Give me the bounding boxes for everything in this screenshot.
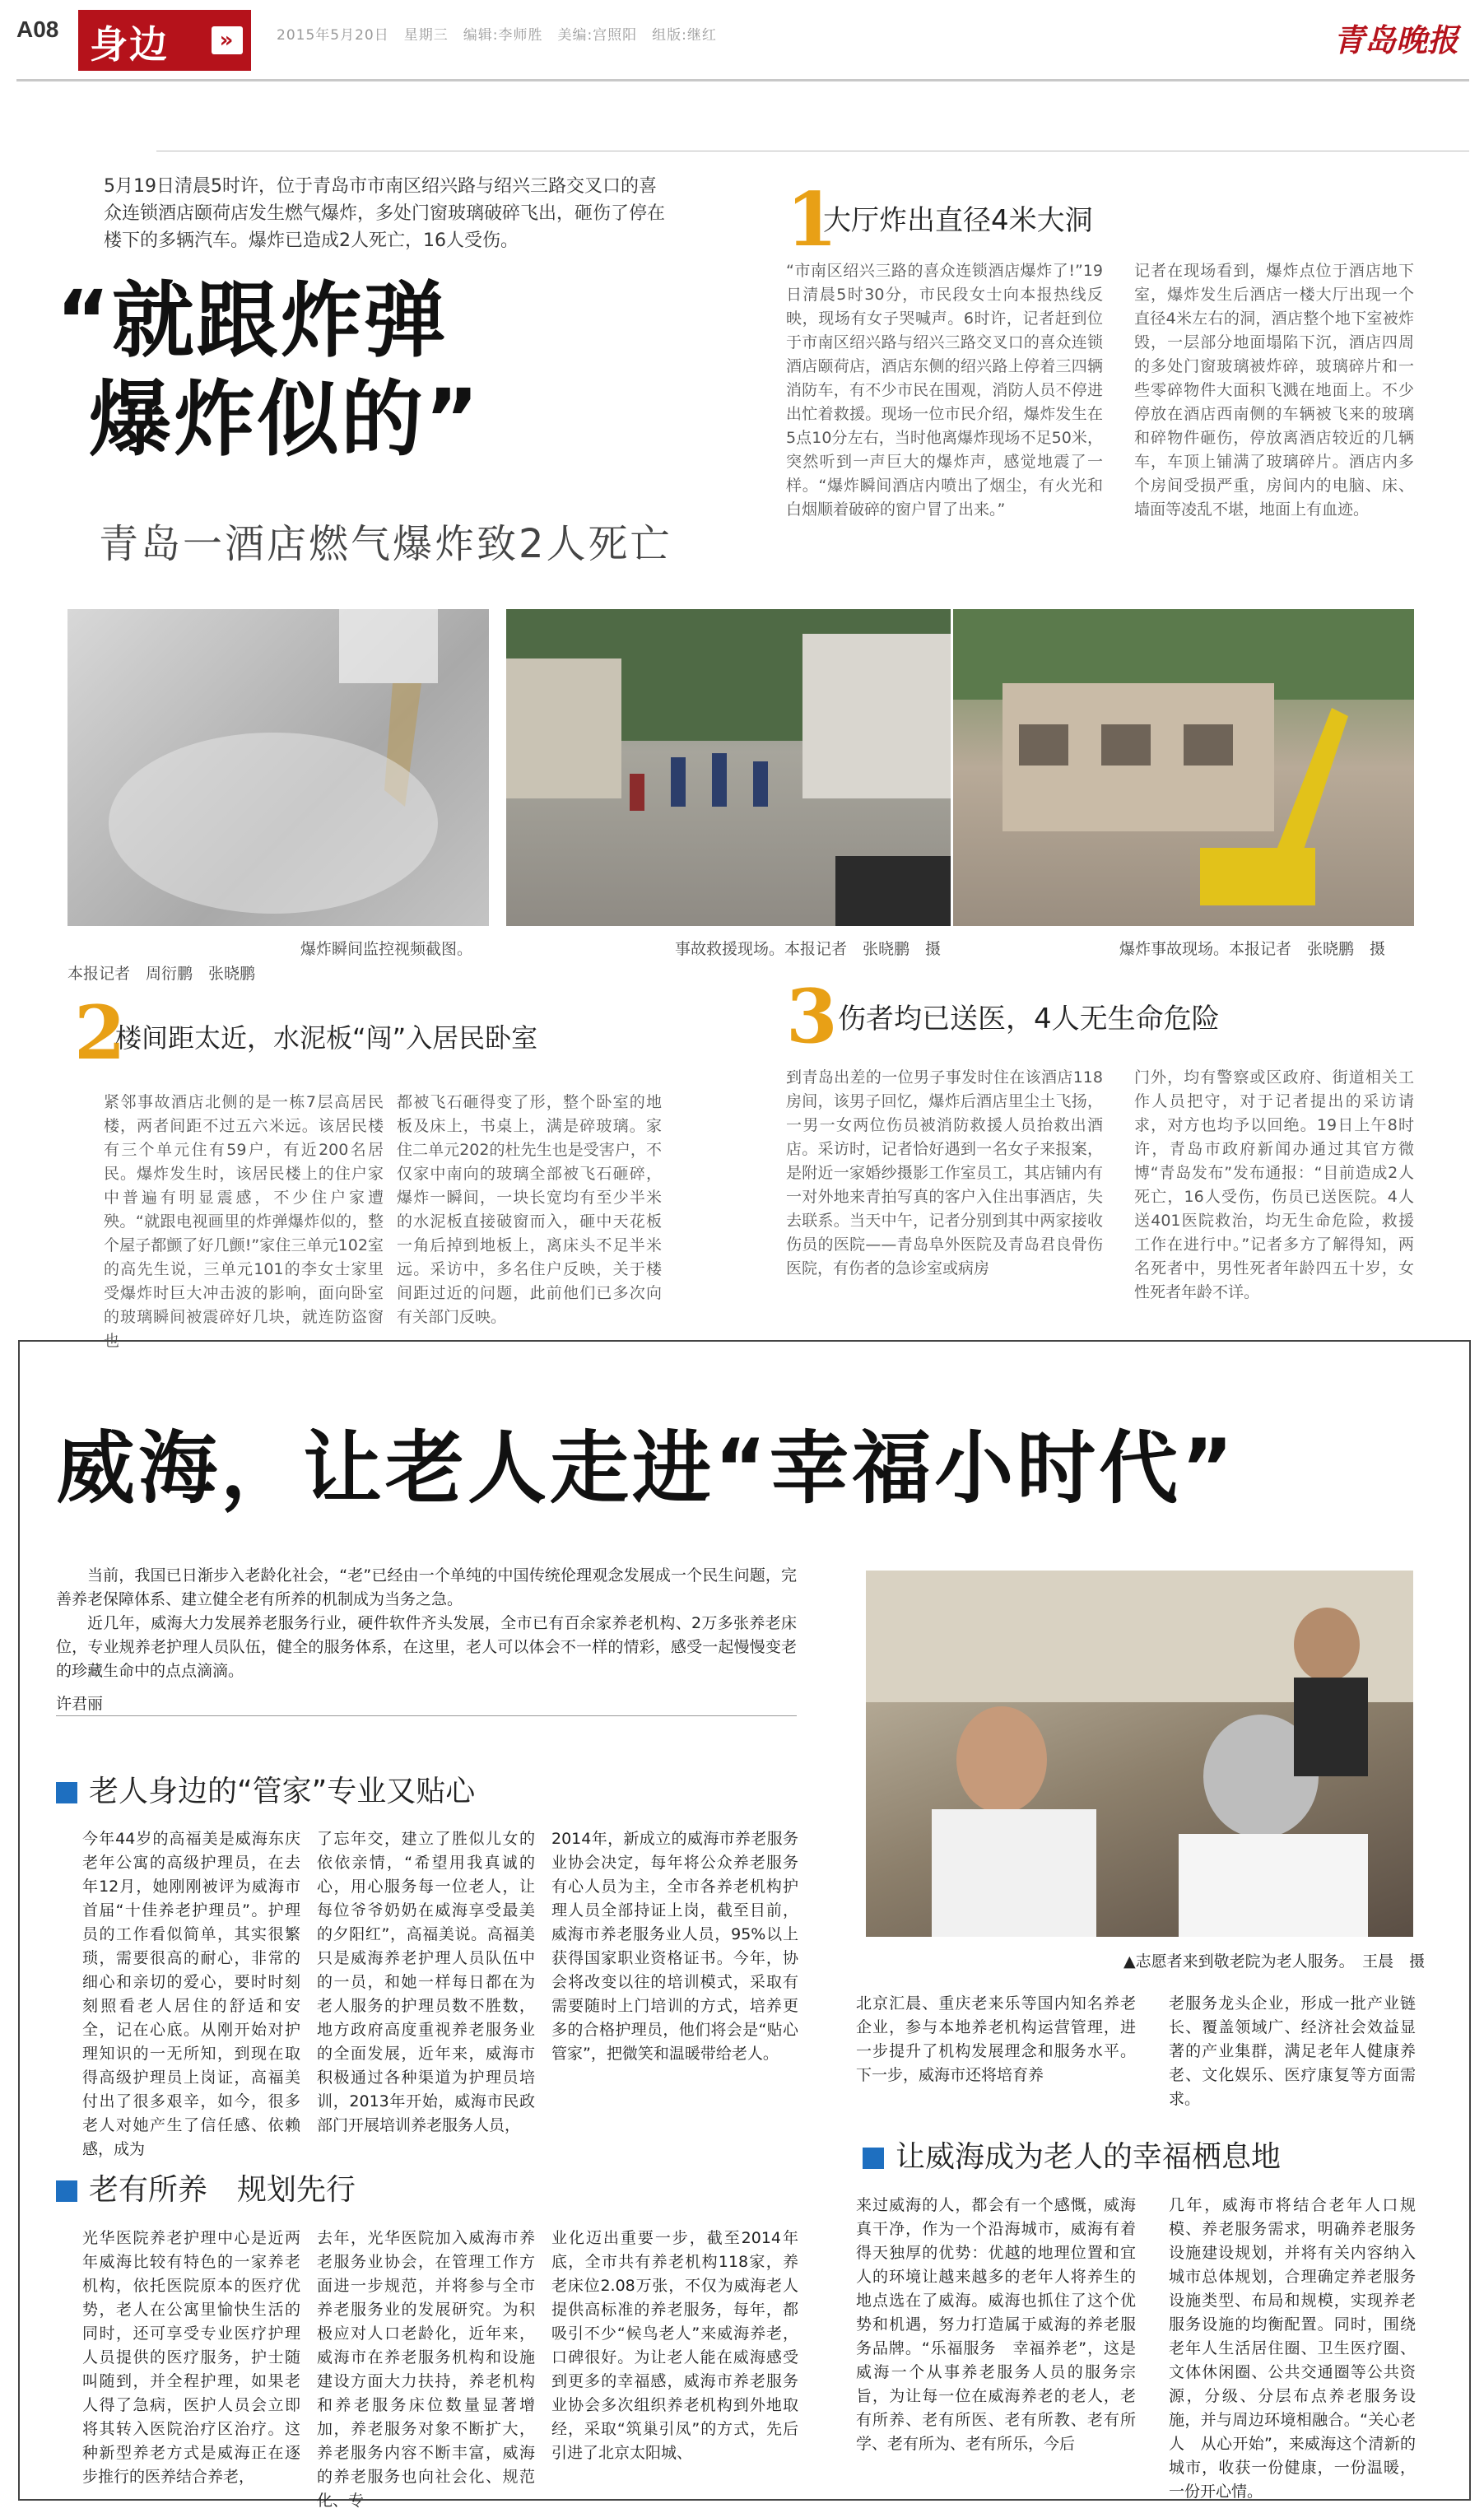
page-number: A08 bbox=[16, 16, 59, 42]
article2-mid-column-a: 北京汇晨、重庆老来乐等国内知名养老企业，参与本地养老机构运营管理，进一步提升了机构发展理念和服务水平。下一步，威海市还将培育养 bbox=[856, 1994, 1136, 2084]
article1-title bbox=[56, 272, 481, 469]
article1-subtitle: 青岛一酒店燃气爆炸致2人死亡 bbox=[99, 521, 672, 567]
photo1-caption: 爆炸瞬间监控视频截图。 bbox=[300, 940, 473, 958]
newspaper-logo: 青岛晚报 bbox=[1333, 21, 1459, 58]
section-label: 身边 bbox=[90, 22, 169, 67]
chevron-right-icon: » bbox=[212, 26, 243, 54]
section2-title: 楼间距太近，水泥板“闯”入居民卧室 bbox=[115, 1022, 538, 1054]
section3-title: 伤者均已送医，4人无生命危险 bbox=[838, 1003, 1220, 1035]
blue-square-bullet-icon bbox=[56, 2180, 77, 2202]
article2-author: 许君丽 bbox=[56, 1695, 104, 1713]
header-divider bbox=[16, 79, 1469, 81]
article2-sub2-heading bbox=[56, 2166, 356, 2208]
volunteer-haircut-photo bbox=[866, 1571, 1413, 1937]
section3-column-b: 门外，均有警察或区政府、街道相关工作人员把守，对于记者提出的采访请求，对方也均予以回绝。19日上午8时许，青岛市政府新闻办通过其官方微博“青岛发布”发布通报：“目前造成2人死亡，16人受伤，伤员已送医院。4人送401医院救治，均无生命危险，救援工作在进行中。”记者多方了解得知，两名死者中，男性死者年龄四五十岁，女性死者年龄不详。 bbox=[1134, 1068, 1414, 1301]
section-tag bbox=[78, 10, 251, 71]
article2-headline: 威海，让老人走进“幸福小时代” bbox=[56, 1422, 1237, 1515]
explosion-scene-graphic bbox=[953, 609, 1414, 926]
rescue-scene-graphic bbox=[506, 609, 951, 926]
article2-intro-rule bbox=[56, 1715, 797, 1716]
section2-column-a: 紧邻事故酒店北侧的是一栋7层高居民楼，两者间距不过五六米远。该居民楼有三个单元住有59户，有近200名居民。爆炸发生时，该居民楼上的住户家中普遍有明显震感，不少住户家遭殃。“就跟电视画里的炸弹爆炸似的，整个屋子都颤了好几颤!”家住三单元102室的高先生说，三单元101的李女士家里受爆炸时巨大冲击波的影响，面向卧室的玻璃瞬间被震碎好几块，就连防盗窗也 bbox=[104, 1093, 384, 1350]
cctv-frame-graphic bbox=[67, 609, 489, 926]
article2-sub3-column-a: 来过威海的人，都会有一个感慨，威海真干净，作为一个沿海城市，威海有着得天独厚的优势：优越的地理位置和宜人的环境让越来越多的老年人将养生的地点选在了威海。威海也抓住了这个优势和机遇，努力打造属于威海的养老服务品牌。“乐福服务 幸福养老”，这是威海一个从事养老服务人员的服务宗旨，为让每一位在威海养老的老人，老有所养、老有所医、老有所教、老有所学、老有所为、老有所乐，今后 bbox=[856, 2196, 1136, 2453]
volunteer-scene-graphic bbox=[866, 1571, 1413, 1937]
article2-sub3-heading bbox=[863, 2134, 1281, 2176]
article2-sub3-title: 让威海成为老人的幸福栖息地 bbox=[896, 2140, 1282, 2174]
article2-sub3-column-b: 几年，威海市将结合老年人口规模、养老服务需求，明确养老服务设施建设规划，并将有关内容纳入城市总体规划，合理确定养老服务设施类型、布局和规模，实现养老服务设施的均衡配置。同时，围绕老年人生活居住圈、卫生医疗圈、文体休闲圈、公共交通圈等公共资源，分级、分层布点养老服务设施，并与周边环境相融合。“关心老人 从心开始”，来威海这个清新的城市，收获一份健康，一份温暖，一份开心情。 bbox=[1169, 2196, 1416, 2501]
blue-square-bullet-icon bbox=[863, 2148, 884, 2169]
article2-intro-paragraph2: 近几年，威海大力发展养老服务行业，硬件软件齐头发展，全市已有百余家养老机构、2万多张养老床位，专业规养老护理人员队伍，健全的服务体系，在这里，老人可以体会不一样的情彩，感受一起慢慢变老的珍藏生命中的点点滴滴。 bbox=[56, 1614, 797, 1680]
section1-column-a: “市南区绍兴三路的喜众连锁酒店爆炸了!”19日清晨5时30分，市民段女士向本报热线反映，现场有女子哭喊声。6时许，记者赶到位于市南区绍兴路与绍兴三路交叉口的喜众连锁酒店颐荷店，酒店东侧的绍兴路上停着三四辆消防车，有不少市民在围观，消防人员不停进出忙着救援。现场一位市民介绍，爆炸发生在5点10分左右，当时他离爆炸现场不足50米，突然听到一声巨大的爆炸声，感觉地震了一样。“爆炸瞬间酒店内喷出了烟尘，有火光和白烟顺着破碎的窗户冒了出来。” bbox=[786, 262, 1103, 519]
blue-square-bullet-icon bbox=[56, 1782, 77, 1803]
article1-title-line1: “就跟炸弹 bbox=[56, 272, 448, 369]
article2-sub2-column-b: 去年，光华医院加入威海市养老服务业协会，在管理工作方面进一步规范，并将参与全市养老服务业的发展研究。为积极应对人口老龄化，近年来，威海市在养老服务机构和设施建设方面大力扶持，养老机构和养老服务床位数量显著增加，养老服务对象不断扩大，养老服务内容不断丰富，威海的养老服务也向社会化、规范化、专 bbox=[317, 2229, 535, 2510]
section2-number: 2 bbox=[74, 989, 126, 1077]
article2-sub2-title: 老有所养 规划先行 bbox=[89, 2173, 356, 2207]
article2-sub2-column-a: 光华医院养老护理中心是近两年威海比较有特色的一家养老机构，依托医院原本的医疗优势，老人在公寓里愉快生活的同时，还可享受专业医疗护理人员提供的医疗服务，护士随叫随到，并全程护理，如果老人得了急病，医护人员会立即将其转入医院治疗区治疗。这种新型养老方式是威海正在逐步推行的医养结合养老， bbox=[82, 2229, 300, 2486]
section2-column-b: 都被飞石砸得变了形，整个卧室的地板及床上，书桌上，满是碎玻璃。家住二单元202的杜先生也是受害户，不仅家中南向的玻璃全部被飞石砸碎，爆炸一瞬间，一块长宽均有至少半米的水泥板直接破窗而入，砸中天花板一角后掉到地板上，离床头不足半米远。采访中，多名住户反映，关于楼间距过近的问题，此前他们已多次向有关部门反映。 bbox=[397, 1093, 662, 1326]
section1-column-b: 记者在现场看到，爆炸点位于酒店地下室，爆炸发生后酒店一楼大厅出现一个直径4米左右的洞，酒店整个地下室被炸毁，一层部分地面塌陷下沉，酒店四周的多处门窗玻璃被炸碎，玻璃碎片和一些零碎物件大面积飞溅在地面上。不少停放在酒店西南侧的车辆被飞来的玻璃和碎物件砸伤，停放离酒店较近的几辆车，车顶上铺满了玻璃碎片。酒店内多个房间受损严重，房间内的电脑、床、墙面等凌乱不堪，地面上有血迹。 bbox=[1134, 262, 1414, 519]
explosion-scene-photo bbox=[953, 609, 1414, 926]
article1-lead: 5月19日清晨5时许，位于青岛市市南区绍兴路与绍兴三路交叉口的喜众连锁酒店颐荷店发生燃气爆炸，多处门窗玻璃破碎飞出，砸伤了停在楼下的多辆汽车。爆炸已造成2人死亡，16人受伤。 bbox=[104, 176, 666, 251]
section1-number: 1 bbox=[786, 176, 838, 263]
article2-sub1-heading bbox=[56, 1768, 475, 1810]
photo3-caption: 爆炸事故现场。本报记者 张晓鹏 摄 bbox=[1119, 940, 1386, 958]
photo1-credit: 本报记者 周衍鹏 张晓鹏 bbox=[67, 965, 256, 983]
article2-sub1-column-b: 了忘年交，建立了胜似儿女的依依亲情，“希望用我真诚的心，用心服务每一位老人，让每位爷爷奶奶在威海享受最美的夕阳红”，高福美说。高福美只是威海养老护理人员队伍中的一员，和她一样每日都在为老人服务的护理员数不胜数，地方政府高度重视养老服务业的全面发展，近年来，威海市积极通过各种渠道为护理员培训，2013年开始，威海市民政部门开展培训养老服务人员， bbox=[317, 1830, 535, 2134]
section3-number: 3 bbox=[786, 973, 838, 1060]
article2-sub1-title: 老人身边的“管家”专业又贴心 bbox=[89, 1775, 476, 1808]
issue-meta: 2015年5月20日 星期三 编辑:李师胜 美编:宫照阳 组版:继红 bbox=[277, 27, 717, 44]
article2-photo-caption: ▲志愿者来到敬老院为老人服务。 王晨 摄 bbox=[1123, 1952, 1426, 1971]
article2-mid-column-b: 老服务龙头企业，形成一批产业链长、覆盖领域广、经济社会效益显著的产业集群，满足老年人健康养老、文化娱乐、医疗康复等方面需求。 bbox=[1169, 1994, 1416, 2108]
article2-sub1-column-c: 2014年，新成立的威海市养老服务业协会决定，每年将公众养老服务有心人员为主，全市各养老机构护理人员全部持证上岗，截至目前，威海市养老服务业人员，95%以上获得国家职业资格证书。今年，协会将改变以往的培训模式，采取有需要随时上门培训的方式，培养更多的合格护理员，他们将会是“贴心管家”，把微笑和温暖带给老人。 bbox=[551, 1830, 798, 2063]
article2-intro-paragraph1: 当前，我国已日渐步入老龄化社会，“老”已经由一个单纯的中国传统伦理观念发展成一个民生问题，完善养老保障体系、建立健全老有所养的机制成为当务之急。 bbox=[56, 1566, 797, 1608]
cctv-screenshot-photo bbox=[67, 609, 489, 926]
rescue-scene-photo bbox=[506, 609, 951, 926]
photo2-caption: 事故救援现场。本报记者 张晓鹏 摄 bbox=[675, 940, 942, 958]
section1-title: 大厅炸出直径4米大洞 bbox=[823, 204, 1093, 237]
article2-sub1-column-a: 今年44岁的高福美是威海东庆老年公寓的高级护理员，在去年12月，她刚刚被评为威海市首届“十佳养老护理员”。护理员的工作看似简单，其实很繁琐，需要很高的耐心，非常的细心和亲切的爱心，要时时刻刻照看老人居住的舒适和安全，记在心底。从刚开始对护理知识的一无所知，到现在取得高级护理员上岗证，高福美付出了很多艰辛，如今，很多老人对她产生了信任感、依赖感，成为 bbox=[82, 1830, 300, 2158]
article1-title-line2: 爆炸似的” bbox=[89, 371, 481, 468]
section3-column-a: 到青岛出差的一位男子事发时住在该酒店118房间，该男子回忆，爆炸后酒店里尘土飞扬，一男一女两位伤员被消防救援人员抬救出酒店。采访时，记者恰好遇到一名女子来报案，是附近一家婚纱摄影工作室员工，其店铺内有一对外地来青拍写真的客户入住出事酒店，失去联系。当天中午，记者分别到其中两家接收伤员的医院——青岛阜外医院及青岛君良骨伤医院，有伤者的急诊室或病房 bbox=[786, 1068, 1103, 1277]
article2-sub2-column-c: 业化迈出重要一步，截至2014年底，全市共有养老机构118家，养老床位2.08万张，不仅为威海老人提供高标准的养老服务，每年，都吸引不少“候鸟老人”来威海养老，口碑很好。为让老人能在威海感受到更多的幸福感，威海市养老服务业协会多次组织养老机构到外地取经，采取“筑巢引凤”的方式，先后引进了北京太阳城、 bbox=[551, 2229, 798, 2462]
